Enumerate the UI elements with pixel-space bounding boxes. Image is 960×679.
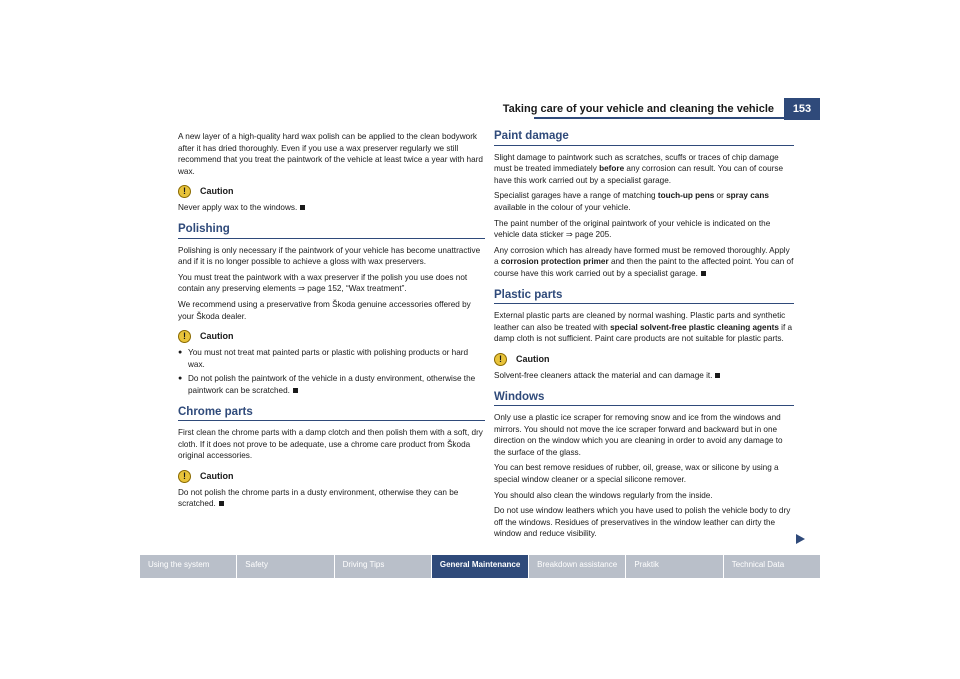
windows-paragraph: Do not use window leathers which you have used to polish the vehicle body to dry off the windows. Residues of preservatives in the window leather can dirty the window and reduce visibility. [494,506,791,539]
caution-block [178,330,485,343]
polishing-paragraph: You must treat the paintwork with a wax preserver if the polish you use does not contain any preserving elements ⇒ page 152, “Wax treatment”. [178,272,468,294]
right-column [494,131,794,544]
bullet-dot-icon: ● [178,349,183,357]
caution-label: Caution [200,470,234,481]
end-of-section-icon [293,388,298,393]
paint-paragraph: Slight damage to paintwork such as scratches, scuffs or traces of chip damage must be treated immediately before any corrosion can result. You can of course have this work carried out by a specialist garage. [494,152,783,185]
page-header-title: Taking care of your vehicle and cleaning the vehicle [502,103,774,115]
end-of-section-icon [715,373,720,378]
paint-paragraph: Specialist garages have a range of matching touch-up pens or spray cans available in the colour of your vehicle. [494,191,769,212]
nav-tab-using-the-system[interactable]: Using the system [140,555,237,578]
windows-paragraph: You should also clean the windows regularly from the inside. [494,490,713,500]
left-column [178,131,485,514]
paint-paragraph: The paint number of the original paintwork of your vehicle is indicated on the vehicle data sticker ⇒ page 205. [494,218,771,240]
nav-tab-technical-data[interactable]: Technical Data [731,560,785,569]
end-of-section-icon [300,205,305,210]
caution-block [178,185,485,198]
end-of-section-icon [701,271,706,276]
polishing-paragraph: We recommend using a preservative from Škoda genuine accessories offered by your Škoda dealer. [178,299,471,321]
section-heading-chrome-parts: Chrome parts [178,407,485,422]
chapter-nav-bar [140,555,820,578]
plastic-paragraph: External plastic parts are cleaned by normal washing. Plastic parts and synthetic leather can also be treated with special solvent-free plastic cleaning agents if a damp cloth is not sufficient. Paint care products are not suitable for plastic parts. [494,311,793,344]
chrome-paragraph: First clean the chrome parts with a damp clotch and then polish them with a soft, dry cloth. If it does not prove to be adequate, use a chrome care product from Škoda original accessories. [178,428,483,461]
end-of-section-icon [219,501,224,506]
caution-block [178,470,485,483]
paint-paragraph: Any corrosion which has already have formed must be removed thoroughly. Apply a corrosion protection primer and then the paint to the affected point. You can of course have this work carried out by a specialist garage. [494,245,794,278]
caution-text: Do not polish the chrome parts in a dusty environment, otherwise they can be scratched. [178,487,459,509]
nav-tab-breakdown-assistance[interactable]: Breakdown assistance [529,555,626,578]
caution-bullet: ● Do not polish the paintwork of the vehicle in a dusty environment, otherwise the paintwork can be scratched. [178,374,476,395]
caution-text: Solvent-free cleaners attack the material and can damage it. [494,370,794,382]
nav-tab-praktik[interactable]: Praktik [626,555,723,578]
caution-bullet: ● You must not treat mat painted parts or plastic with polishing products or hard wax. [178,348,469,369]
caution-block [494,353,794,366]
nav-tab-general-maintenance[interactable]: General Maintenance [432,555,529,578]
nav-tab-safety[interactable]: Safety [237,555,334,578]
nav-tab-driving-tips[interactable]: Driving Tips [335,555,432,578]
caution-text: Never apply wax to the windows. [178,202,485,214]
header-rule [534,117,784,119]
page-number: 153 [784,98,820,120]
caution-icon: ! [178,470,191,483]
caution-label: Caution [200,330,234,341]
section-heading-polishing: Polishing [178,224,485,239]
intro-paragraph: A new layer of a high-quality hard wax polish can be applied to the clean bodywork after it has dried thoroughly. Even if you use a wax preserver regularly we still recommend that you treat the paintwork of the vehicle at least twice a year with hard wax. [178,132,483,176]
section-heading-windows: Windows [494,392,794,407]
caution-icon: ! [178,330,191,343]
windows-paragraph: Only use a plastic ice scraper for removing snow and ice from the windows and mirrors. You should not move the ice scraper forward and backward but in one direction on the window which you are cleaning in order to avoid any damage to the surface of the glass. [494,413,783,457]
caution-label: Caution [200,186,234,197]
polishing-paragraph: Polishing is only necessary if the paintwork of your vehicle has become unattractive and if it is no longer possible to achieve a gloss with wax preservers. [178,245,481,267]
caution-icon: ! [178,185,191,198]
bullet-dot-icon: ● [178,375,183,383]
caution-icon: ! [494,353,507,366]
windows-paragraph: You can best remove residues of rubber, oil, grease, wax or silicone by using a special window cleaner or a special silicone remover. [494,463,779,485]
next-page-arrow-icon[interactable] [796,534,805,544]
caution-label: Caution [516,353,550,364]
section-heading-paint-damage: Paint damage [494,131,794,146]
section-heading-plastic-parts: Plastic parts [494,290,794,305]
